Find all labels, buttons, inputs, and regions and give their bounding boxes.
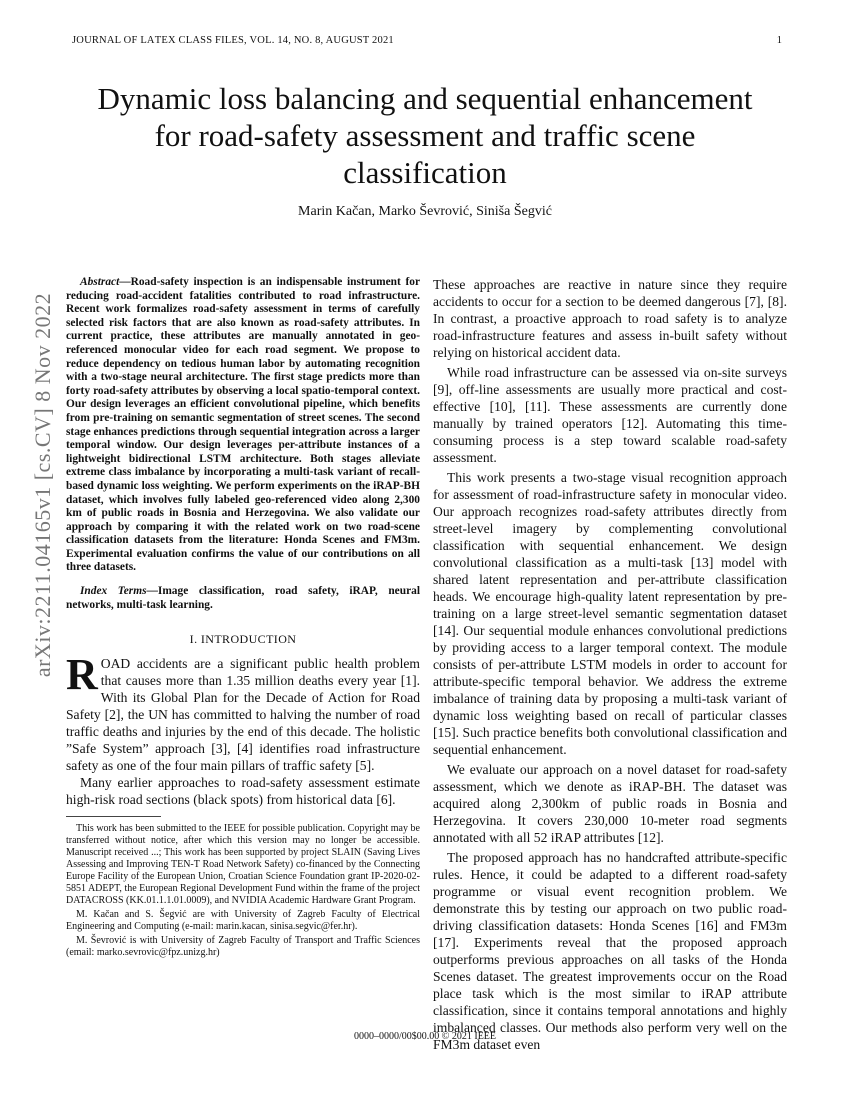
footnote-affiliation-1: M. Kačan and S. Šegvić are with University of Zagreb Faculty of Electrical Engineering and Computing (e-mail: marin.kacan, sinisa.segvic@fer.hr). [66,909,420,933]
arxiv-stamp-text: arXiv:2211.04165v1 [cs.CV] 8 Nov 2022 [30,292,55,678]
body-paragraph: This work presents a two-stage visual recognition approach for assessment of road-infrastructure safety in monocular video. Our approach recognizes road-safety attributes directly from street-level imagery by complementing convolutional classification with sequential enhancement. We design convolutional classification as a multi-task [13] model with shared latent representation and per-attribute classification heads. We encourage high-quality latent representation by pre-training on a large street-level semantic segmentation dataset [14]. Our sequential module enhances convolutional predictions by providing access to a larger temporal context. The module consists of per-attribute LSTM models in order to account for attribute-specific temporal behavior. We address the extreme imbalance of training data by proposing a multi-task variant of dynamic loss weighting based on recall of particular classes [15]. Such practice benefits both convolutional classification and sequential enhancement. [433,470,787,757]
abstract-label: Abstract [80,276,120,288]
abstract-text: —Road-safety inspection is an indispensable instrument for reducing road-accident fatalities contributed to road infrastructure. Recent work formalizes road-safety assessment in terms of carefully selected risk factors that are also known as road-safety attributes. In current practice, these attributes are manually annotated in geo-referenced monocular video for each road segment. We propose to reduce dependency on tedious human labor by automating recognition with a two-stage neural architecture. The first stage predicts more than forty road-safety attributes by observing a local spatio-temporal context. Our design leverages an efficient convolutional pipeline, which benefits from pre-training on semantic segmentation of street scenes. The second stage enhances predictions through sequential integration across a larger temporal window. Our design leverages per-attribute instances of a lightweight bidirectional LSTM architecture. Both stages alleviate extreme class imbalance by incorporating a multi-task variant of recall-based dynamic loss weighting. We perform experiments on the iRAP-BH dataset, which involves fully labeled geo-referenced video along 2,300 km of public roads in Bosnia and Herzegovina. We also validate our approach by comparing it with the related work on two road-scene classification datasets from the literature: Honda Scenes and FM3m. Experimental evaluation confirms the value of our contributions on all three datasets. [66,276,420,574]
copyright-footer: 0000–0000/00$00.00 © 2021 IEEE [353,1031,497,1042]
running-header: JOURNAL OF LΑTEX CLASS FILES, VOL. 14, NO. 8, AUGUST 2021 [72,35,394,46]
body-paragraph: The proposed approach has no handcrafted attribute-specific rules. Hence, it could be adapted to a different road-safety programme or visual event recognition problem. We demonstrate this by testing our approach on two public road-driving classification datasets: Honda Scenes [16] and FM3m [17]. Experiments reveal that the proposed approach outperforms previous approaches on all tasks of the Honda Scenes dataset. The greatest improvements occur on the Road place task which is the most similar to iRAP attribute classification, since it contains temporal annotations and highly imbalanced classes. Our methods also perform very well on the FM3m dataset even [433,850,787,1052]
body-paragraph: While road infrastructure can be assessed via on-site surveys [9], off-line assessments are usually more practical and cost-effective [10], [11]. These assessments are currently done manually by trained operators [12]. Automating this time-consuming process is a step toward scalable road-safety assessment. [433,365,787,465]
paper-title: Dynamic loss balancing and sequential enhancement for road-safety assessment and traffic scene classification [97,81,753,190]
index-terms-text: —Image classification, road safety, iRAP, neural networks, multi-task learning. [66,585,420,611]
left-column [66,276,420,961]
abstract [66,276,420,575]
drop-cap: R [66,650,98,700]
body-paragraph: We evaluate our approach on a novel dataset for road-safety assessment, which we denote as iRAP-BH. The dataset was acquired along 2,300km of public roads in Bosnia and Herzegovina. It covers 230,000 10-meter road segments annotated with all 52 iRAP attributes [12]. [433,762,787,845]
section-heading-introduction: I. INTRODUCTION [189,632,297,647]
right-column [433,276,787,1053]
arxiv-stamp [22,292,64,678]
body-paragraph: These approaches are reactive in nature since they require accidents to occur for a section to be deemed dangerous [7], [8]. In contrast, a proactive approach to road safety is to analyze road-infrastructure features and assess in-built safety without relying on historical accident data. [433,277,787,360]
intro-paragraph-2: Many earlier approaches to road-safety assessment estimate high-risk road sections (black spots) from historical data [6]. [66,775,420,808]
footnote-affiliation-2: M. Ševrović is with University of Zagreb Faculty of Transport and Traffic Sciences (email: marko.sevrovic@fpz.unizg.hr) [66,935,420,959]
footnote-submission: This work has been submitted to the IEEE for possible publication. Copyright may be transferred without notice, after which this version may no longer be accessible. Manuscript received ...; This work has been supported by project SLAIN (Saving Lives Assessing and Improving TEN-T Road Network Safety) co-financed by the Connecting Europe Facility of the European Union, Croatian Science Foundation grant IP-2020-02-5851 ADEPT, the European Regional Development Fund within the frame of the project DATACROSS (KK.01.1.1.01.0009), and NVIDIA Academic Hardware Grant Program. [66,823,420,907]
intro-paragraph-1-text: OAD accidents are a significant public health problem that causes more than 1.35 million deaths every year [1]. With its Global Plan for the Decade of Action for Road Safety [2], the UN has committed to halving the number of road traffic deaths and injuries by the end of this decade. The holistic ”Safe System” approach [3], [4] identifies road infrastructure safety as one of the four main pillars of traffic safety [5]. [66,656,420,774]
author-list: Marin Kačan, Marko Ševrović, Siniša Šegvić [298,204,552,219]
index-terms-label: Index Terms [80,585,147,598]
footnote-rule [66,816,161,817]
index-terms [66,585,420,612]
intro-paragraph-1 [66,650,420,774]
page-number: 1 [776,35,782,46]
